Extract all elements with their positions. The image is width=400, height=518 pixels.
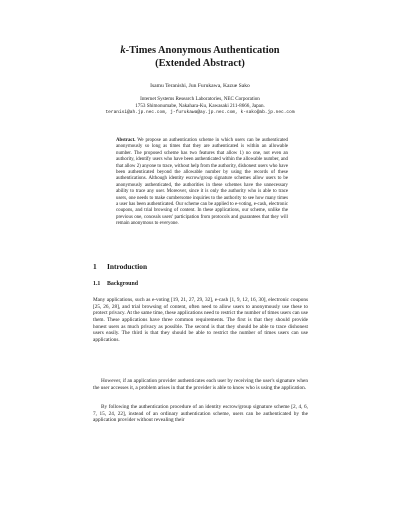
subsection-title: Background <box>107 281 138 287</box>
body-paragraph-1: Many applications, such as e-voting [19, 21, 27, 29, 32], e-cash [1, 9, 12, 16, 30], electronic coupons [25, 26, 28], and trial browsing of content, often need to allow users to anonymously use these to protect privacy. At the same time, these applications need to restrict the number of times users can use them. These applications have three common requirements. The first is that they should provide honest users as much privacy as possible. The second is that they should be able to trace dishonest users easily. The third is that they should be able to restrict the number of times users can use applications. <box>93 297 308 343</box>
paper-title-line-2: (Extended Abstract) <box>155 58 245 69</box>
section-heading <box>93 262 147 271</box>
paper-title-line-1 <box>0 44 400 57</box>
affiliation-line-1: Internet Systems Research Laboratories, NEC Corporation <box>140 96 260 102</box>
title-k-variable: k <box>120 45 126 56</box>
abstract <box>116 138 288 228</box>
affiliation-line-2: 1753 Shimonumabe, Nakahara-Ku, Kawasaki 211-8666, Japan. <box>135 103 265 109</box>
abstract-label: Abstract. <box>116 138 136 143</box>
author-emails: teranisi@ah.jp.nec.com, j-furukawa@ay.jp.nec.com, k-sako@ab.jp.nec.com <box>105 110 295 115</box>
abstract-text: We propose an authentication scheme in which users can be authenticated anonymously so long as times that they are authenticated is within an allowable number. The proposed scheme has two features that allow 1) no one, not even an authority, identify users who have been authenticated within the allowable number, and that allow 2) anyone to trace, without help from the authority, dishonest users who have been authenticated beyond the allowable number by using the records of these authentications. Although identity escrow/group signature schemes allow users to be anonymously authenticated, the authorities in these schemes have the unnecessary ability to trace any user. Moreover, since it is only the authority who is able to trace users, one needs to make cumbersome inquiries to the authority to see how many times a user has been authenticated. Our scheme can be applied to e-voting, e-cash, electronic coupons, and trial browsing of content. In these applications, our scheme, unlike the previous one, conceals users' participation from protocols and guarantees that they will remain anonymous to everyone. <box>116 138 288 227</box>
subsection-number: 1.1 <box>93 281 101 287</box>
section-title: Introduction <box>107 262 148 271</box>
body-paragraph-3: By following the authentication procedure of an identity escrow/group signature scheme [2, 4, 6, 7, 15, 24, 22], instead of an ordinary authentication scheme, users can be authenticated by the application provider without revealing their <box>93 404 308 424</box>
section-number: 1 <box>93 262 97 271</box>
subsection-heading <box>93 281 138 288</box>
body-paragraph-2: However, if an application provider authenticates each user by receiving the user's signature when the user accesses it, a problem arises in that the provider is able to know who is using the application. <box>93 378 308 391</box>
title-line-1-text: -Times Anonymous Authentication <box>125 45 280 56</box>
authors: Isamu Teranishi, Jun Furukawa, Kazue Sako <box>150 83 250 89</box>
